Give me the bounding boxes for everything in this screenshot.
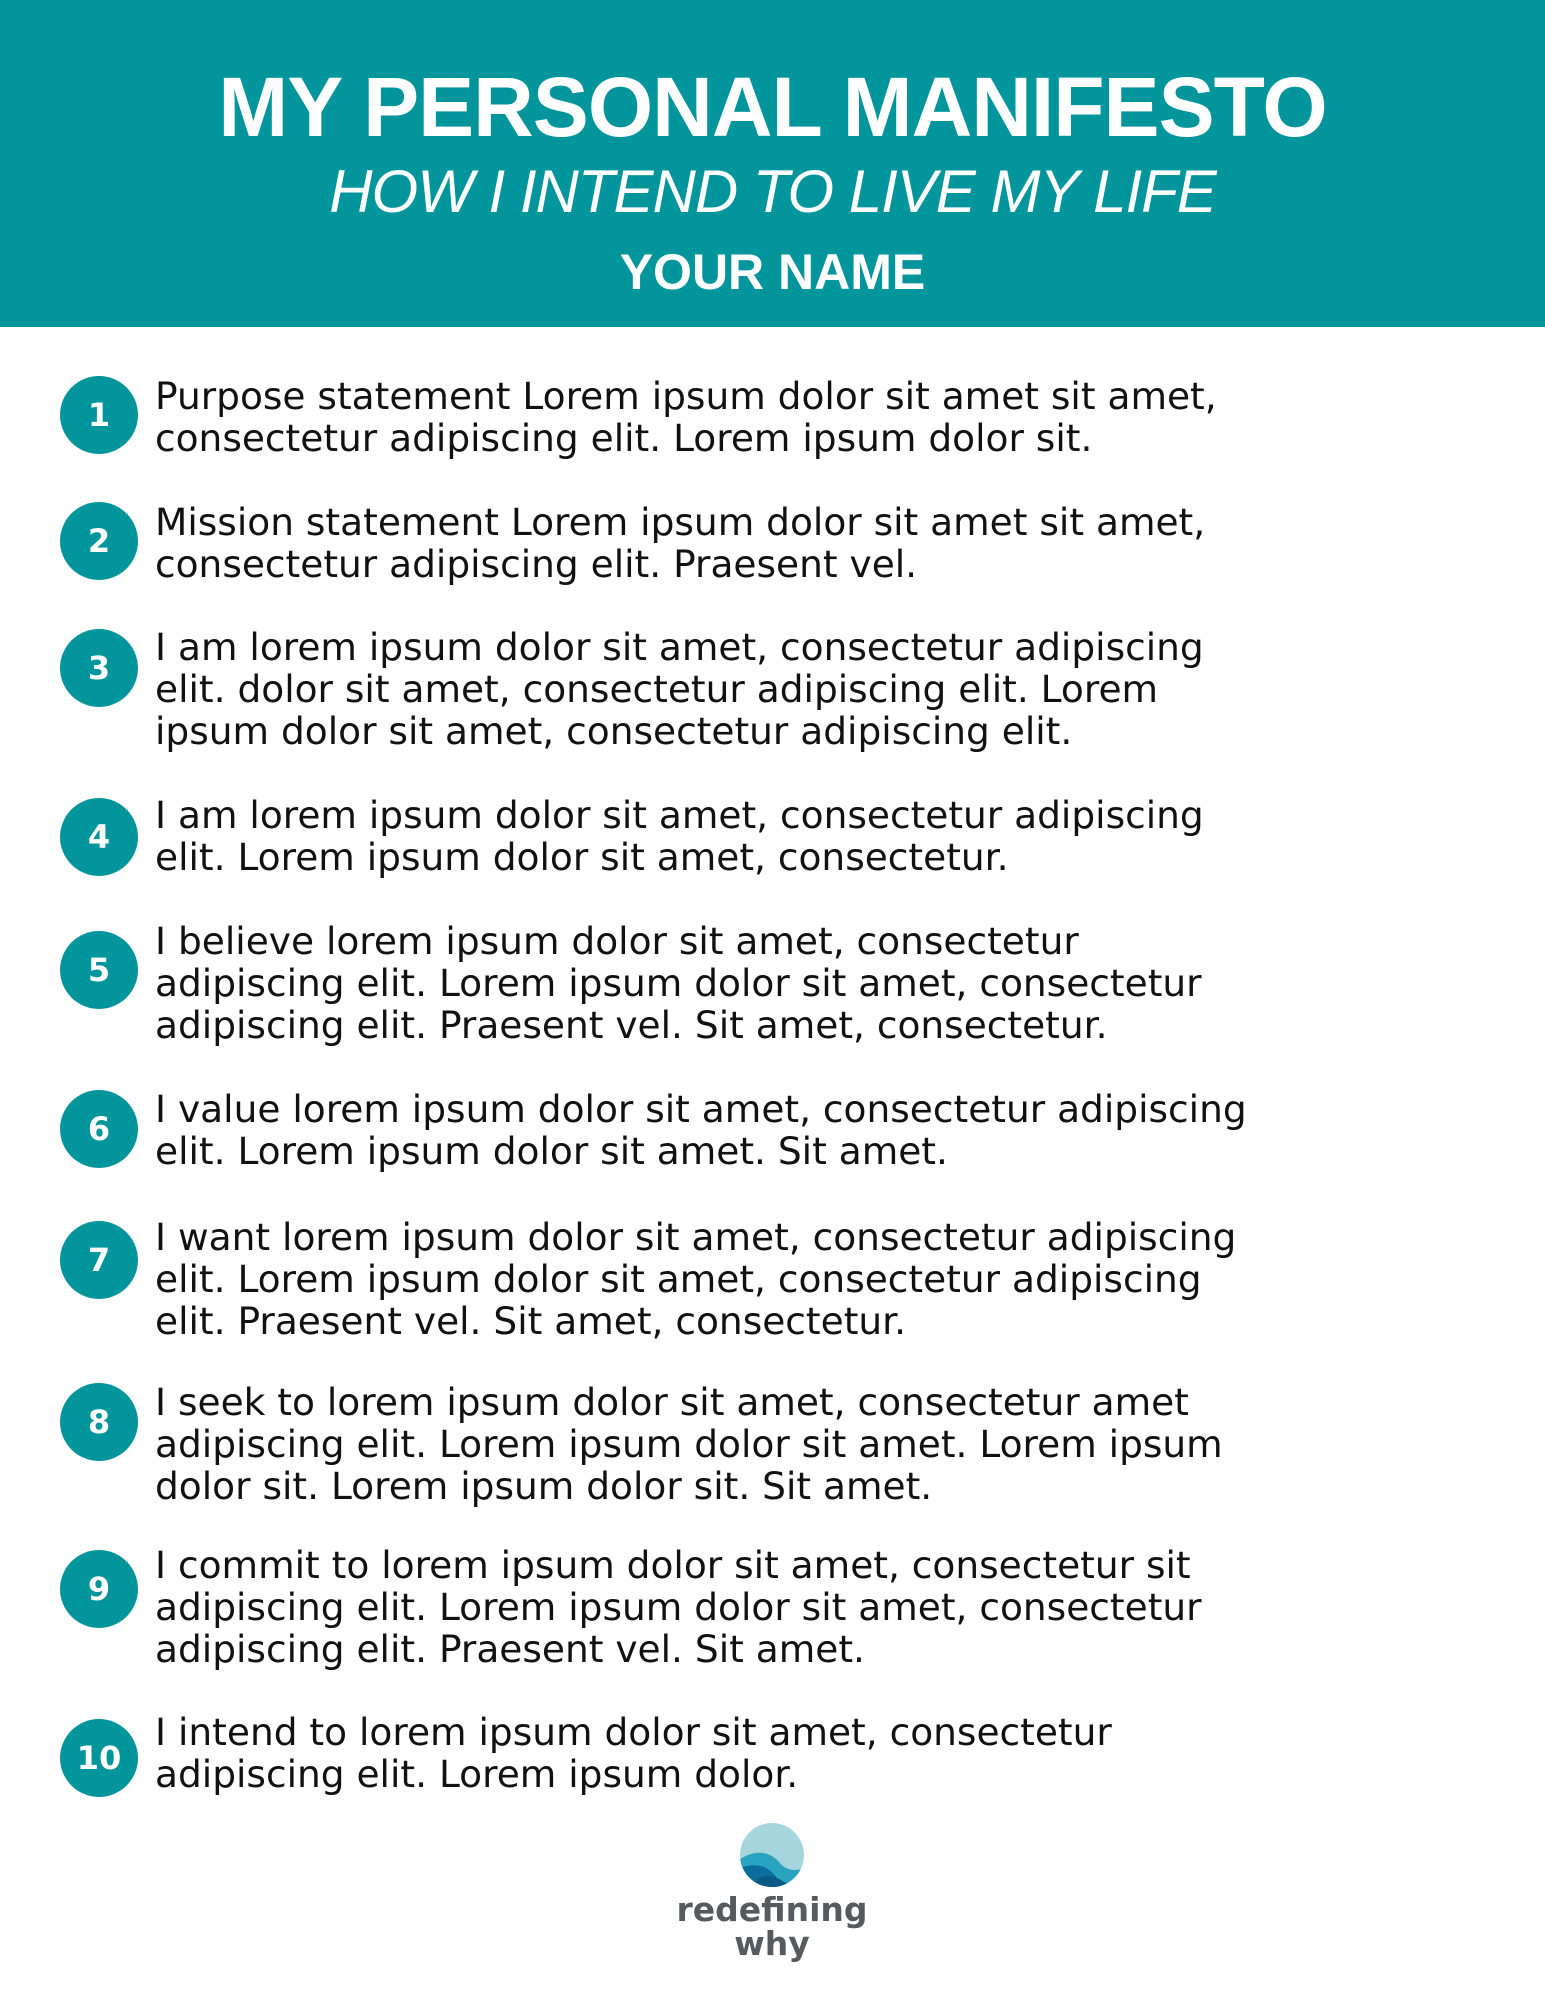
logo-text-line-2: why	[734, 1924, 810, 1963]
item-number-badge: 4	[60, 798, 138, 876]
item-text: I am lorem ipsum dolor sit amet, consectetur adipiscing elit. dolor sit amet, consectetur adipiscing elit. Lorem ipsum dolor sit amet, consectetur adipiscing elit.	[155, 625, 1204, 753]
item-number-badge: 1	[60, 376, 138, 454]
item-text: Purpose statement Lorem ipsum dolor sit amet sit amet, consectetur adipiscing elit. Lorem ipsum dolor sit.	[155, 374, 1217, 460]
item-number-badge: 10	[60, 1719, 138, 1797]
page-title: MY PERSONAL MANIFESTO	[218, 60, 1327, 154]
author-name: YOUR NAME	[619, 244, 926, 300]
item-text: Mission statement Lorem ipsum dolor sit amet sit amet, consectetur adipiscing elit. Praesent vel.	[155, 500, 1206, 586]
item-number-badge: 9	[60, 1550, 138, 1628]
item-number-badge: 6	[60, 1090, 138, 1168]
brand-logo	[672, 1822, 872, 1982]
page-subtitle: HOW I INTEND TO LIVE MY LIFE	[329, 158, 1216, 225]
item-text: I intend to lorem ipsum dolor sit amet, consectetur adipiscing elit. Lorem ipsum dolor.	[155, 1710, 1112, 1796]
item-number-badge: 3	[60, 629, 138, 707]
item-number-badge: 2	[60, 502, 138, 580]
item-text: I believe lorem ipsum dolor sit amet, consectetur adipiscing elit. Lorem ipsum dolor sit amet, consectetur adipiscing elit. Praesent vel. Sit amet, consectetur.	[155, 919, 1202, 1047]
item-text: I value lorem ipsum dolor sit amet, consectetur adipiscing elit. Lorem ipsum dolor sit amet. Sit amet.	[155, 1087, 1247, 1173]
redefining-why-logo-icon	[739, 1822, 805, 1888]
logo-text-line-1: redefining	[676, 1890, 868, 1929]
item-text: I commit to lorem ipsum dolor sit amet, consectetur sit adipiscing elit. Lorem ipsum dolor sit amet, consectetur adipiscing elit. Praesent vel. Sit amet.	[155, 1543, 1202, 1671]
item-text: I want lorem ipsum dolor sit amet, consectetur adipiscing elit. Lorem ipsum dolor sit amet, consectetur adipiscing elit. Praesent vel. Sit amet, consectetur.	[155, 1215, 1237, 1343]
item-number-badge: 7	[60, 1221, 138, 1299]
item-text: I am lorem ipsum dolor sit amet, consectetur adipiscing elit. Lorem ipsum dolor sit amet, consectetur.	[155, 793, 1204, 879]
item-number-badge: 5	[60, 931, 138, 1009]
item-text: I seek to lorem ipsum dolor sit amet, consectetur amet adipiscing elit. Lorem ipsum dolor sit amet. Lorem ipsum dolor sit. Lorem ipsum dolor sit. Sit amet.	[155, 1380, 1223, 1508]
item-number-badge: 8	[60, 1383, 138, 1461]
